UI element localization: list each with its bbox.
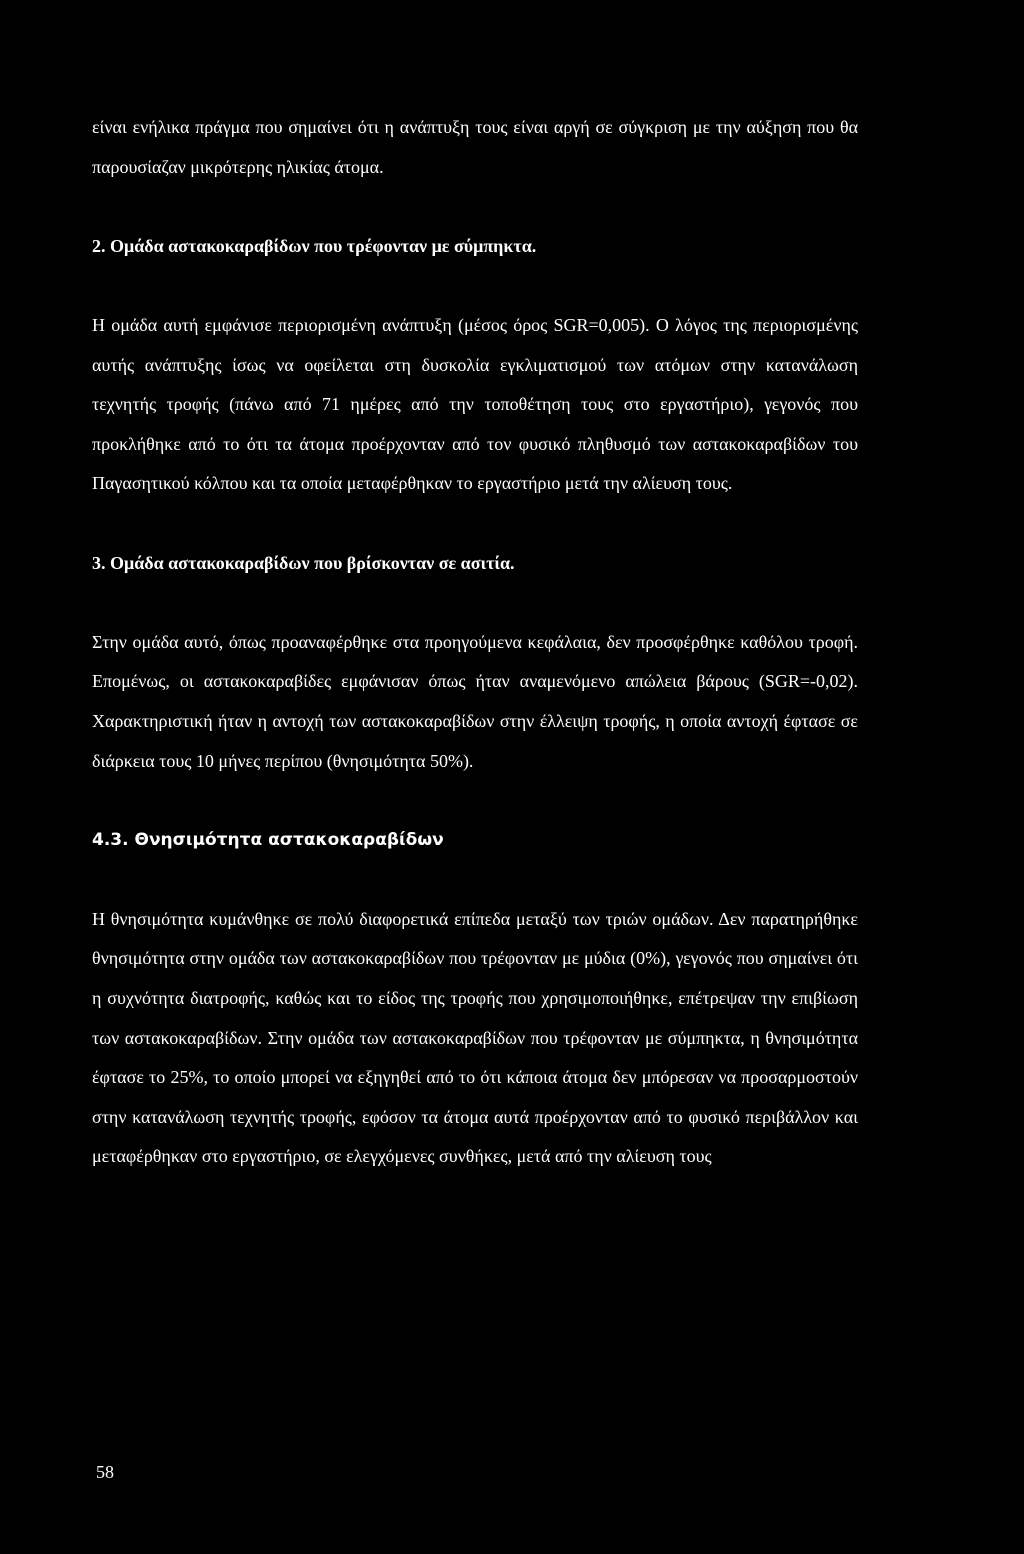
spacer bbox=[92, 266, 858, 306]
paragraph-growth-adults: είναι ενήλικα πράγμα που σημαίνει ότι η ανάπτυξη τους είναι αργή σε σύγκριση με την αύξηση που θα παρουσίαζαν μικρότερης ηλικίας άτομα. bbox=[92, 117, 858, 177]
heading-group-2: 2. Ομάδα αστακοκαραβίδων που τρέφονταν με σύμπηκτα. bbox=[92, 235, 537, 256]
spacer bbox=[92, 187, 858, 227]
paragraph-mortality: Η θνησιμότητα κυμάνθηκε σε πολύ διαφορετικά επίπεδα μεταξύ των τριών ομάδων. Δεν παρατηρήθηκε θνησιμότητα στην ομάδα των αστακοκαραβίδων που τρέφονταν με μύδια (0%), γεγονός που σημαίνει ότι η συχνότητα διατροφής, καθώς και το είδος της τροφής που χρησιμοποιήθηκε, επέτρεψαν την επιβίωση των αστακοκαραβίδων. Στην ομάδα των αστακοκαραβίδων που τρέφονταν με σύμπηκτα, η θνησιμότητα έφτασε το 25%, το οποίο μπορεί να εξηγηθεί από το ότι κάποια άτομα δεν μπόρεσαν να προσαρμοστούν στην κατανάλωση τεχνητής τροφής, εφόσον τα άτομα αυτά προέρχονταν από το φυσικό περιβάλλον και μεταφέρθηκαν στο εργαστήριο, σε ελεγχόμενες συνθήκες, μετά από την αλίευση τους bbox=[92, 908, 858, 1167]
spacer bbox=[92, 781, 858, 821]
paragraph-group-3: Στην ομάδα αυτό, όπως προαναφέρθηκε στα προηγούμενα κεφάλαια, δεν προσφέρθηκε καθόλου τροφή. Επομένως, οι αστακοκαραβίδες εμφάνισαν όπως ήταν αναμενόμενο απώλεια βάρους (SGR=-0,02). Χαρακτηριστική ήταν η αντοχή των αστακοκαραβίδων στην έλλειψη τροφής, η οποία αντοχή έφτασε σε διάρκεια τους 10 μήνες περίπου (θνησιμότητα 50%). bbox=[92, 631, 858, 771]
spacer bbox=[92, 860, 858, 900]
heading-group-3: 3. Ομάδα αστακοκαραβίδων που βρίσκονταν σε ασιτία. bbox=[92, 552, 515, 573]
spacer bbox=[92, 583, 858, 623]
spacer bbox=[92, 504, 858, 544]
section-heading-mortality: 4.3. Θνησιμότητα αστακοκαραβίδων bbox=[92, 829, 444, 850]
document-page bbox=[92, 108, 858, 1177]
page-number: 58 bbox=[96, 1462, 114, 1482]
paragraph-group-2: Η ομάδα αυτή εμφάνισε περιορισμένη ανάπτυξη (μέσος όρος SGR=0,005). Ο λόγος της περιορισμένης αυτής ανάπτυξης ίσως να οφείλεται στη δυσκολία εγκλιματισμού των ατόμων στην κατανάλωση τεχνητής τροφής (πάνω από 71 ημέρες από την τοποθέτηση τους στο εργαστήριο), γεγονός που προκλήθηκε από το ότι τα άτομα προέρχονταν από τον φυσικό πληθυσμό των αστακοκαραβίδων του Παγασητικού κόλπου και τα οποία μεταφέρθηκαν το εργαστήριο μετά την αλίευση τους. bbox=[92, 314, 858, 494]
